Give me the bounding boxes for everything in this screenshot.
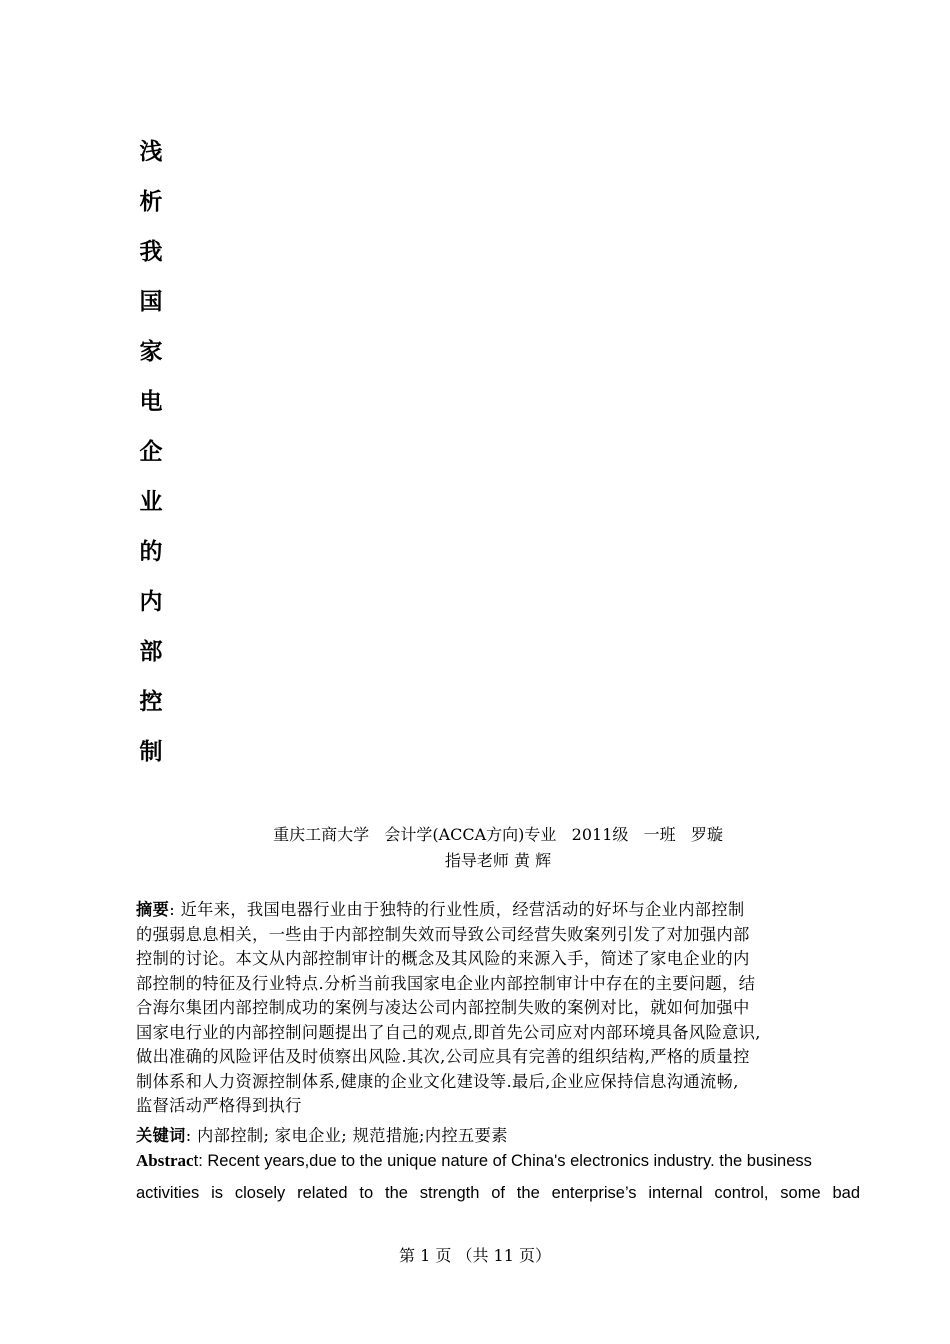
vertical-title [136, 134, 166, 784]
keywords-text: : 内部控制; 家电企业; 规范措施;内控五要素 [185, 1126, 508, 1145]
abstract-label: 摘要 [136, 900, 170, 919]
keywords-label: 关键词 [136, 1126, 186, 1145]
english-abstract-line: activities is closely related to the strength of the enterprise’s internal control, some bad [136, 1184, 860, 1202]
advisor-line: 指导老师 黄 辉 [444, 851, 552, 870]
english-abstract [136, 1145, 860, 1209]
abstract-line: 的强弱息息相关，一些由于内部控制失效而导致公司经营失败案列引发了对加强内部 [136, 924, 750, 944]
title-char: 浅 [139, 139, 163, 165]
author-block [136, 822, 860, 874]
title-char: 业 [139, 489, 163, 515]
title-char: 企 [139, 439, 163, 465]
title-char: 家 [139, 339, 163, 365]
title-char: 析 [139, 189, 163, 215]
title-char: 电 [139, 389, 163, 415]
chinese-abstract [136, 898, 860, 1119]
abstract-line: 监督活动严格得到执行 [136, 1096, 302, 1115]
english-abstract-label: Abstrac [136, 1151, 194, 1170]
abstract-line: 部控制的特征及行业特点.分析当前我国家电企业内部控制审计中存在的主要问题，结 [136, 973, 756, 993]
abstract-line: 控制的讨论。本文从内部控制审计的概念及其风险的来源入手，简述了家电企业的内 [136, 949, 750, 968]
abstract-line: 国家电行业的内部控制问题提出了自己的观点,即首先公司应对内部环境具备风险意识, [136, 1022, 761, 1042]
title-char: 控 [139, 689, 163, 715]
title-char: 国 [139, 289, 163, 315]
title-char: 部 [139, 639, 163, 665]
title-char: 我 [139, 239, 163, 265]
english-abstract-line: Abstract: Recent years,due to the unique nature of China's electronics industry. the business [136, 1151, 812, 1170]
abstract-line: 制体系和人力资源控制体系,健康的企业文化建设等.最后,企业应保持信息沟通流畅, [136, 1071, 739, 1091]
author-line: 重庆工商大学 会计学(ACCA方向)专业 2011级 一班 罗璇 [273, 825, 723, 844]
title-char: 制 [139, 739, 163, 765]
page-footer: 第 1 页 （共 11 页） [399, 1246, 551, 1265]
abstract-line: 合海尔集团内部控制成功的案例与凌达公司内部控制失败的案例对比，就如何加强中 [136, 998, 750, 1017]
title-char: 的 [139, 539, 163, 565]
abstract-line: 摘要: 近年来，我国电器行业由于独特的行业性质，经营活动的好坏与企业内部控制 [136, 900, 745, 919]
title-char: 内 [139, 589, 163, 615]
abstract-line: 做出准确的风险评估及时侦察出风险.其次,公司应具有完善的组织结构,严格的质量控 [136, 1047, 750, 1066]
